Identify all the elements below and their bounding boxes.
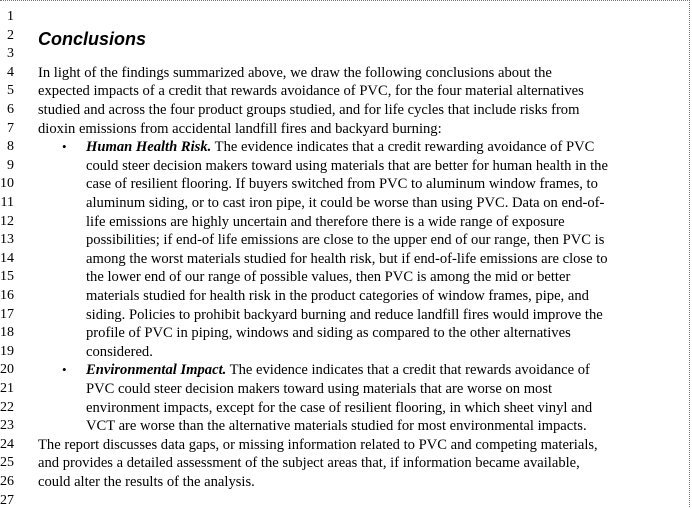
- line-number: 8: [7, 139, 14, 155]
- intro-paragraph-line: In light of the findings summarized above, we draw the following conclusions about the: [38, 64, 552, 81]
- line-number: 3: [7, 46, 14, 62]
- bullet-text-line: VCT are worse than the alternative materials studied for most environmental impacts.: [86, 418, 587, 435]
- line-number: 23: [0, 418, 14, 434]
- bullet-first-line-text: The evidence indicates that a credit rewarding avoidance of PVC: [211, 139, 595, 156]
- bullet-title: Human Health Risk.: [86, 139, 212, 156]
- line-number: 1: [7, 9, 14, 24]
- bullet-first-line-text: The evidence indicates that a credit that rewards avoidance of: [226, 362, 590, 379]
- bullet-text-line: among the worst materials studied for health risk, but if end-of-life emissions are close to: [86, 250, 608, 267]
- line-number: 27: [0, 492, 14, 508]
- line-number: 12: [0, 213, 14, 229]
- section-heading: Conclusions: [38, 29, 147, 49]
- line-number: 5: [7, 83, 14, 99]
- bullet-text-line: PVC could steer decision makers toward using materials that are worse on most: [86, 381, 553, 397]
- line-number: 6: [7, 102, 14, 117]
- line-number: 22: [0, 399, 14, 415]
- bullet-text-line: aluminum siding, or to cast iron pipe, it could be worse than using PVC. Data on end-of-: [86, 195, 605, 211]
- bullet-first-line: [86, 139, 594, 155]
- bullet-first-line: [86, 362, 590, 378]
- line-number: 25: [0, 455, 14, 471]
- closing-paragraph-line: The report discusses data gaps, or missing information related to PVC and competing materials,: [38, 436, 598, 453]
- bullet-text-line: environment impacts, except for the case of resilient flooring, in which sheet vinyl and: [86, 399, 593, 416]
- line-number: 4: [7, 64, 14, 80]
- line-number: 13: [0, 232, 14, 248]
- line-number: 21: [0, 381, 14, 396]
- intro-paragraph-line: expected impacts of a credit that rewards avoidance of PVC, for the four material alternatives: [38, 83, 584, 100]
- line-number: 19: [0, 343, 14, 359]
- closing-paragraph-line: and provides a detailed assessment of the subject areas that, if information became available,: [38, 455, 580, 472]
- bullet-text-line: siding. Policies to prohibit backyard burning and reduce landfill fires would improve the: [86, 306, 603, 323]
- line-number: 17: [0, 306, 14, 322]
- line-number: 11: [0, 195, 14, 210]
- line-number: 9: [7, 157, 14, 173]
- closing-paragraph-line: could alter the results of the analysis.: [38, 474, 255, 490]
- bullet-text-line: the lower end of our range of possible values, then PVC is among the mid or better: [86, 269, 571, 286]
- bullet-icon: •: [62, 139, 67, 155]
- bullet-text-line: considered.: [86, 343, 153, 360]
- line-number: 16: [0, 288, 14, 303]
- line-number: 26: [0, 474, 14, 489]
- line-number: 20: [0, 362, 14, 378]
- intro-paragraph-line: dioxin emissions from accidental landfill fires and backyard burning:: [38, 120, 442, 137]
- line-number: 18: [0, 325, 14, 341]
- bullet-text-line: possibilities; if end-of life emissions are close to the upper end of our range, then PVC is: [86, 232, 605, 249]
- line-number: 14: [0, 250, 14, 266]
- line-number: 24: [0, 436, 14, 452]
- intro-paragraph-line: studied and across the four product groups studied, and for life cycles that include risks from: [38, 102, 580, 118]
- bullet-text-line: life emissions are highly uncertain and therefore there is a wide range of exposure: [86, 213, 565, 230]
- bullet-text-line: materials studied for health risk in the product categories of window frames, pipe, and: [86, 288, 589, 304]
- bullet-text-line: case of resilient flooring. If buyers switched from PVC to aluminum window frames, to: [86, 176, 598, 193]
- line-number: 15: [0, 269, 14, 285]
- line-number: 10: [0, 176, 14, 192]
- bullet-text-line: could steer decision makers toward using materials that are better for human health in the: [86, 157, 608, 174]
- line-number: 2: [7, 27, 14, 43]
- bullet-icon: •: [62, 362, 67, 378]
- bullet-title: Environmental Impact.: [86, 362, 227, 379]
- bullet-text-line: profile of PVC in piping, windows and siding as compared to the other alternatives: [86, 325, 571, 342]
- line-number: 7: [7, 120, 14, 136]
